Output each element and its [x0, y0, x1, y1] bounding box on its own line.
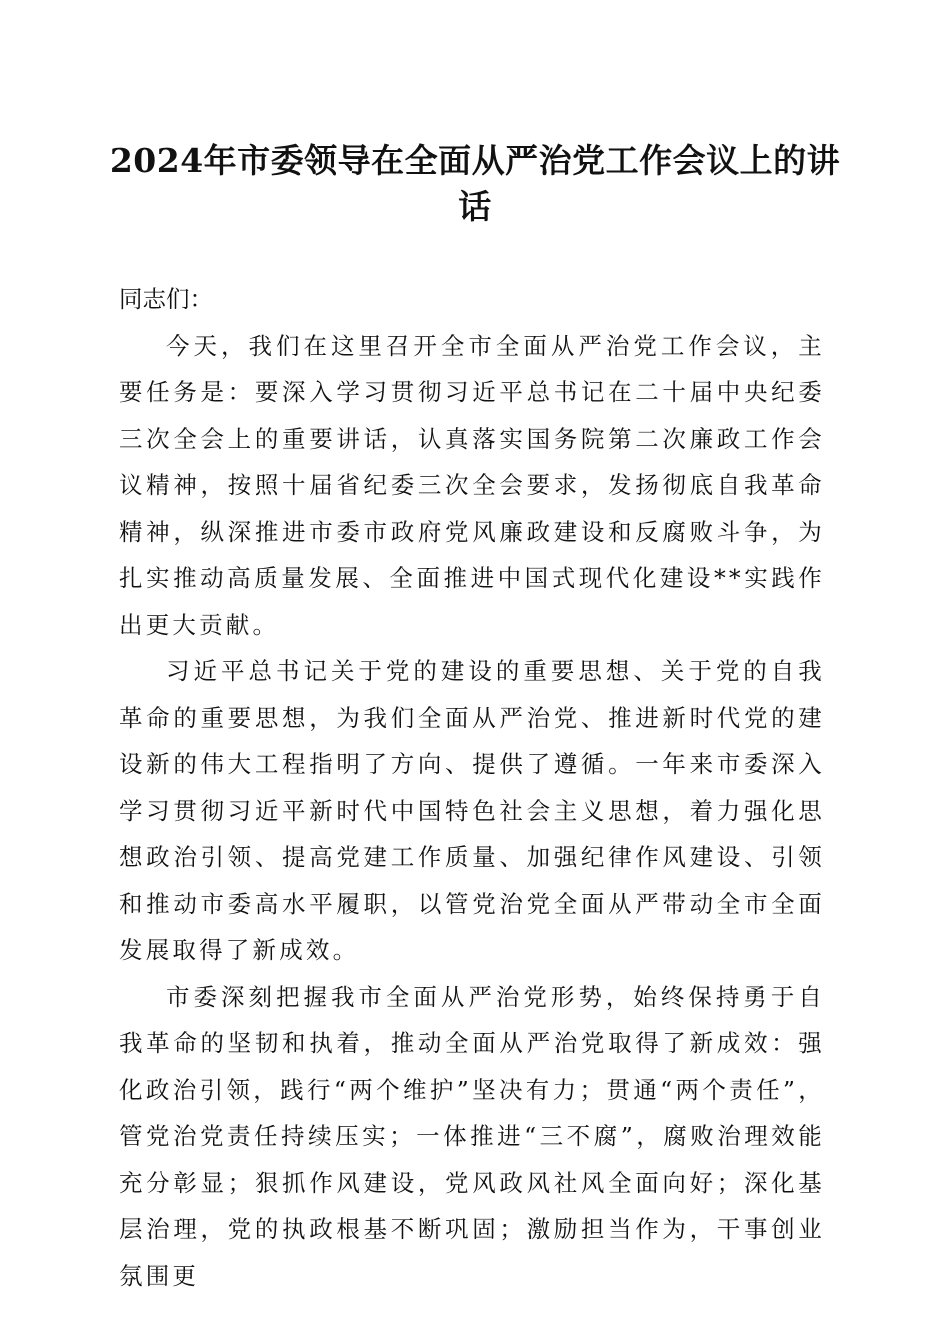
paragraph-1: 今天，我们在这里召开全市全面从严治党工作会议，主要任务是：要深入学习贯彻习近平总书记在二十届中央纪委三次全会上的重要讲话，认真落实国务院第二次廉政工作会议精神，按照十届省纪委三次全会要求，发扬彻底自我革命精神，纵深推进市委市政府党风廉政建设和反腐败斗争，为扎实推动高质量发展、全面推进中国式现代化建设**实践作出更大贡献。	[119, 331, 825, 639]
document-body	[119, 276, 825, 1299]
document-title: 2024年市委领导在全面从严治党工作会议上的讲话	[109, 141, 841, 226]
salutation: 同志们：	[119, 285, 213, 313]
paragraph-2: 习近平总书记关于党的建设的重要思想、关于党的自我革命的重要思想，为我们全面从严治党、推进新时代党的建设新的伟大工程指明了方向、提供了遵循。一年来市委深入学习贯彻习近平新时代中国特色社会主义思想，着力强化思想政治引领、提高党建工作质量、加强纪律作风建设、引领和推动市委高水平履职，以管党治党全面从严带动全市全面发展取得了新成效。	[119, 657, 825, 964]
paragraph-3: 市委深刻把握我市全面从严治党形势，始终保持勇于自我革命的坚韧和执着，推动全面从严治党取得了新成效：强化政治引领，践行“两个维护”坚决有力；贯通“两个责任”，管党治党责任持续压实；一体推进“三不腐”，腐败治理效能充分彰显；狠抓作风建设，党风政风社风全面向好；深化基层治理，党的执政根基不断巩固；激励担当作为，干事创业氛围更	[119, 982, 825, 1290]
